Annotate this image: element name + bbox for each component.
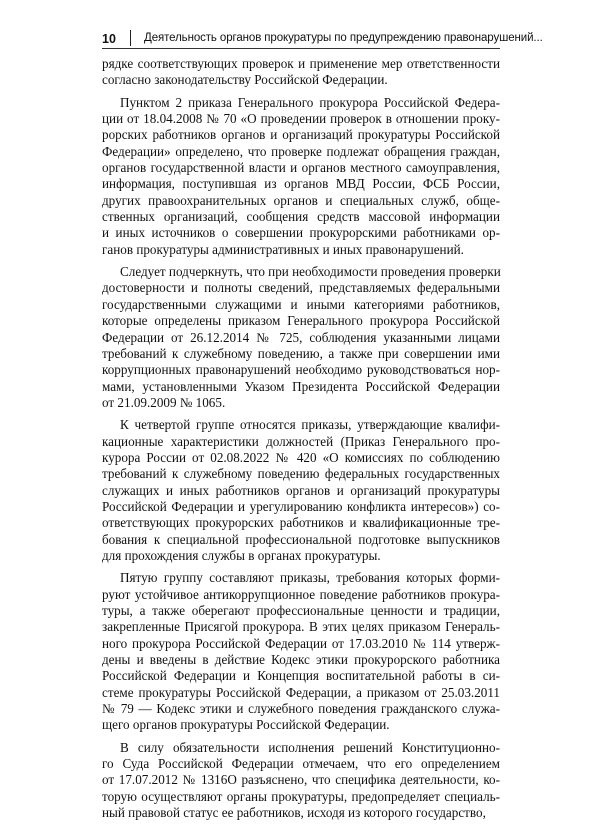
text-line: го Суда Российской Федерации отмечаем, что его определением — [102, 756, 500, 772]
text-line: согласно законодательству Российской Федерации. — [102, 72, 388, 88]
text-line: коррупционных правонарушений необходимо руководствоваться нор- — [102, 362, 500, 378]
text-line: рядке соответствующих проверок и применение мер ответственности — [102, 56, 500, 71]
text-line: Российской Федерации и Концепция воспитательной работы в си- — [102, 668, 500, 684]
text-line: ответствующих прокурорских работников и квалификационные тре- — [102, 515, 500, 531]
text-line: от 17.07.2012 № 1316О разъяснено, что специфика деятельности, ко- — [102, 772, 500, 788]
text-line: туры, а также оберегают профессиональные ценности и традиции, — [102, 603, 500, 618]
paragraph — [102, 740, 500, 822]
text-line: достоверности и полноты сведений, представляемых федеральными — [102, 280, 500, 296]
text-line: курора России от 02.08.2022 № 420 «О комиссиях по соблюдению — [102, 449, 500, 465]
text-line: мами, установленными Указом Президента Российской Федерации — [102, 378, 500, 394]
text-line: ственных организаций, сообщения средств массовой информации — [102, 209, 500, 225]
paragraph — [102, 56, 500, 89]
header-rule — [102, 48, 500, 49]
text-line: рорских работников органов и организаций прокуратуры Российской — [102, 127, 500, 143]
paragraph — [102, 264, 500, 411]
text-line: требований к служебному поведению, а также при совершении ими — [102, 345, 500, 361]
text-line: Федерации» определено, что проверке подлежат обращения граждан, — [102, 143, 500, 159]
text-line: руют устойчивое антикоррупционное поведение работников прокура- — [102, 586, 500, 602]
text-line: органов государственной власти и органов местного самоуправления, — [102, 160, 500, 176]
paragraph — [102, 95, 500, 258]
paragraph — [102, 417, 500, 564]
text-line: требований к служебному поведению федеральных государственных — [102, 466, 500, 482]
text-line: Российской Федерации и урегулированию конфликта интересов») со- — [102, 498, 500, 514]
paragraph — [102, 570, 500, 733]
text-line: бования к специальной профессиональной подготовке выпускников — [102, 531, 500, 547]
running-title: Деятельность органов прокуратуры по предупреждению правонарушений... — [144, 32, 543, 44]
text-line: Следует подчеркнуть, что при необходимости проведения проверки — [120, 264, 501, 280]
text-line: для прохождения службы в органах прокуратуры. — [102, 547, 381, 563]
text-line: ного прокурора Российской Федерации от 17.03.2010 № 114 утверж- — [102, 635, 500, 651]
text-line: Пунктом 2 приказа Генерального прокурора Российской Федера- — [120, 94, 500, 110]
body-text — [102, 56, 500, 827]
text-line: В силу обязательности исполнения решений Конституционно- — [120, 739, 500, 755]
text-line: закрепленные Присягой прокурора. В этих целях приказом Генераль- — [102, 619, 500, 635]
text-line: К четвертой группе относятся приказы, утверждающие квалифи- — [120, 417, 500, 433]
text-line: № 79 — Кодекс этики и служебного поведения гражданского служа- — [102, 701, 500, 717]
text-line: Федерации от 26.12.2014 № 725, соблюдения указанными лицами — [102, 329, 500, 345]
text-line: дены и введены в действие Кодекс этики прокурорского работника — [102, 652, 500, 668]
text-line: служащих и иных работников органов и организаций прокуратуры — [102, 482, 500, 498]
text-line: других правоохранительных органов и специальных служб, обще- — [102, 192, 500, 208]
text-line: Пятую группу составляют приказы, требования которых форми- — [120, 570, 500, 586]
text-line: и иных источников о совершении прокурорскими работниками ор- — [102, 225, 500, 241]
text-line: торую осуществляют органы прокуратуры, предопределяет специаль- — [102, 788, 500, 804]
text-line: которые определены приказом Генерального прокурора Российской — [102, 313, 500, 329]
text-line: кационные характеристики должностей (Приказ Генерального про- — [102, 433, 500, 449]
text-line: государственными служащими и иными категориями работников, — [102, 296, 500, 312]
page-number: 10 — [102, 32, 116, 46]
text-line: ганов прокуратуры административных и иных правонарушений. — [102, 241, 464, 257]
text-line: ный правовой статус ее работников, исходя из которого государство, — [102, 805, 486, 821]
header-separator — [130, 30, 131, 46]
text-line: стеме прокуратуры Российской Федерации, а приказом от 25.03.2011 — [102, 684, 500, 700]
text-line: щего органов прокуратуры Российской Федерации. — [102, 717, 390, 733]
text-line: информация, поступившая из органов МВД России, ФСБ России, — [102, 176, 500, 192]
text-line: от 21.09.2009 № 1065. — [102, 394, 226, 410]
text-line: ции от 18.04.2008 № 70 «О проведении проверок в отношении проку- — [102, 111, 500, 127]
running-header — [102, 30, 543, 50]
